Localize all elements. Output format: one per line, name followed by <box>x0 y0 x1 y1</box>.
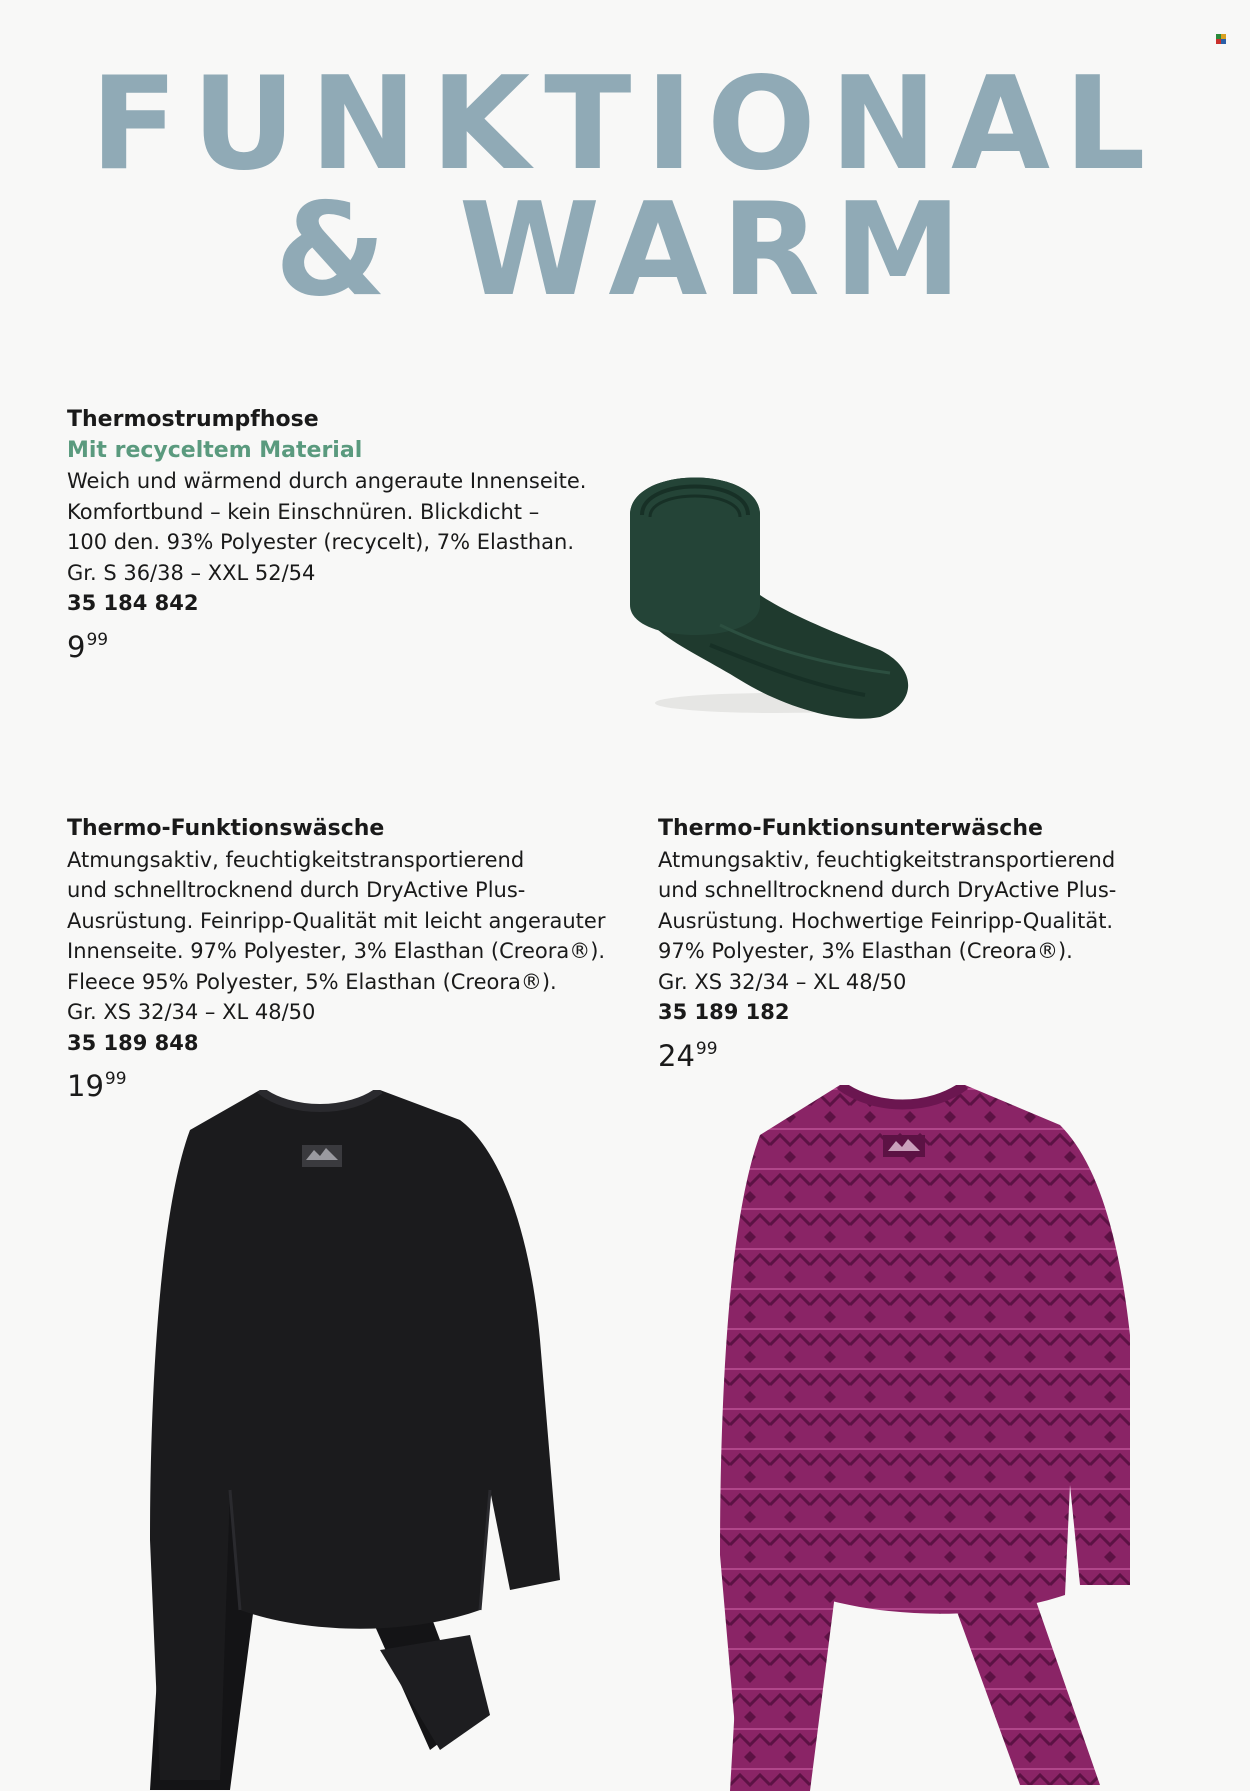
product-code: 35 189 182 <box>658 1000 790 1024</box>
product-price <box>67 623 627 664</box>
black-thermal-set-image <box>110 1090 580 1791</box>
price-main: 9 <box>67 629 86 664</box>
product-code: 35 189 848 <box>67 1030 199 1055</box>
product-title: Thermo-Funktionsunterwäsche <box>658 816 1043 841</box>
price-main: 19 <box>67 1069 104 1103</box>
product-description-line: Gr. XS 32/34 – XL 48/50 <box>658 969 907 994</box>
product-description-line: und schnelltrocknend durch DryActive Plus- <box>658 878 1117 902</box>
headline-line-2: & WARM <box>274 176 976 325</box>
product-description-line: Ausrüstung. Hochwertige Feinripp-Qualität. <box>658 908 1114 933</box>
product-description-line: Fleece 95% Polyester, 5% Elasthan (Creora®). <box>67 969 557 994</box>
product-description-line: Gr. S 36/38 – XXL 52/54 <box>67 560 316 585</box>
product-description-line: Innenseite. 97% Polyester, 3% Elasthan (Creora®). <box>67 939 606 963</box>
product-description-line: Gr. XS 32/34 – XL 48/50 <box>67 1000 316 1024</box>
product-description-line: Atmungsaktiv, feuchtigkeitstransportierend <box>67 847 525 872</box>
product-description-line: 100 den. 93% Polyester (recycelt), 7% Elasthan. <box>67 530 575 554</box>
price-cents: 99 <box>104 1069 127 1089</box>
product-pink-set <box>658 814 1238 1073</box>
product-code: 35 184 842 <box>67 591 199 615</box>
product-description-line: Komfortbund – kein Einschnüren. Blickdicht – <box>67 499 540 524</box>
product-description-line: Atmungsaktiv, feuchtigkeitstransportierend <box>658 847 1116 872</box>
product-tights <box>67 405 627 664</box>
product-description-line: Weich und wärmend durch angeraute Innenseite. <box>67 469 587 493</box>
price-main: 24 <box>658 1038 695 1073</box>
product-description-line: und schnelltrocknend durch DryActive Plus- <box>67 878 526 902</box>
rolled-tights-image <box>610 455 930 725</box>
page-headline <box>0 50 1250 325</box>
price-cents: 99 <box>695 1038 718 1059</box>
product-title: Thermo-Funktionswäsche <box>67 816 385 841</box>
product-title: Thermostrumpfhose <box>67 407 319 432</box>
headline-line-1: FUNKTIONAL <box>90 50 1160 199</box>
corner-logo-icon <box>1216 34 1226 44</box>
product-description-line: Ausrüstung. Feinripp-Qualität mit leicht angerauter <box>67 908 606 933</box>
pink-patterned-thermal-set-image <box>690 1085 1170 1791</box>
product-black-set <box>67 814 627 1103</box>
product-price <box>658 1032 1238 1073</box>
price-cents: 99 <box>86 629 109 650</box>
product-subtitle: Mit recyceltem Material <box>67 437 363 463</box>
product-description-line: 97% Polyester, 3% Elasthan (Creora®). <box>658 939 1073 963</box>
